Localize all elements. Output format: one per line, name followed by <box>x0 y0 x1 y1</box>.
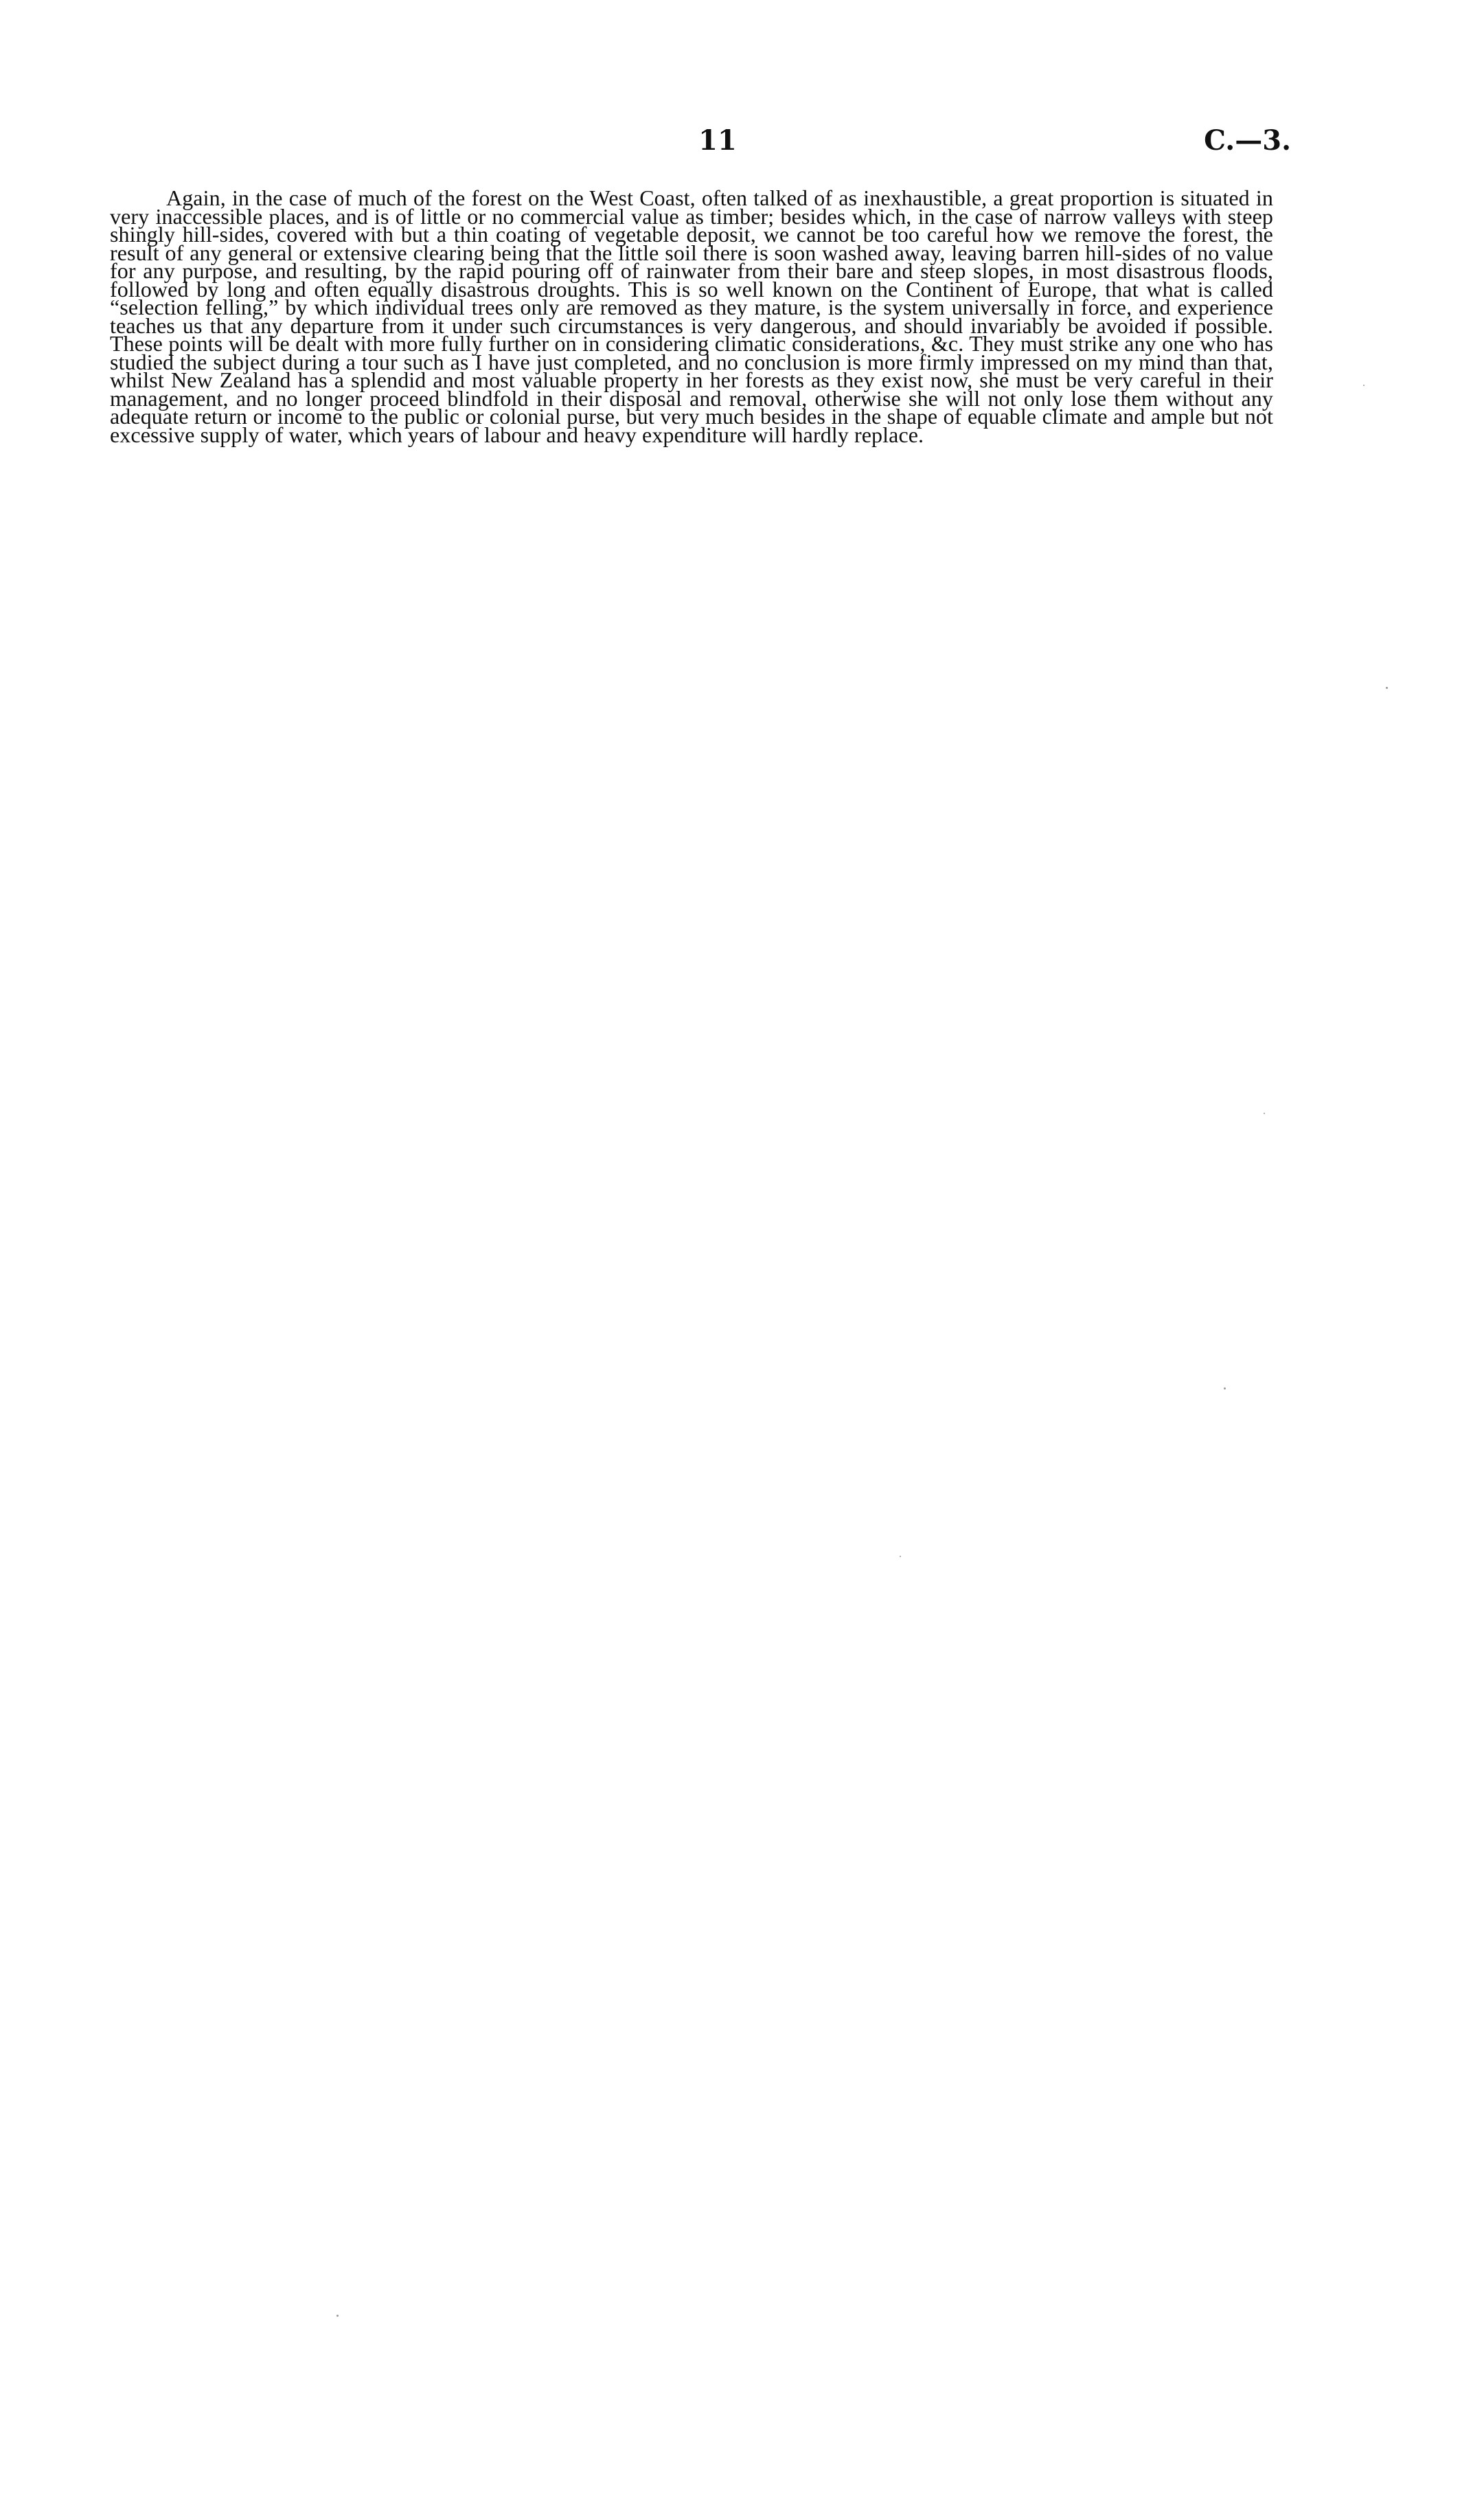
scan-speck <box>1224 1387 1226 1389</box>
document-reference: C.—3. <box>1204 124 1291 157</box>
scan-speck <box>1264 1113 1265 1114</box>
body-paragraph: Again, in the case of much of the forest on the West Coast, often talked of as inexhaustible, a great proportion is situated in very inaccessible places, and is of little or no commercial value as timber; besides which, in the case of narrow valleys with steep shingly hill-sides, covered with but a thin coating of vegetable deposit, we cannot be too careful how we remove the forest, the result of any general or extensive clearing being that the little soil there is soon washed away, leaving barren hill-sides of no value for any purpose, and resulting, by the rapid pouring off of rainwater from their bare and steep slopes, in most disastrous floods, followed by long and often equally disastrous droughts. This is so well known on the Continent of Europe, that what is called “selection felling,” by which individual trees only are removed as they mature, is the system universally in force, and experience teaches us that any departure from it under such circumstances is very dangerous, and should invariably be avoided if possible. These points will be dealt with more fully further on in considering climatic considerations, &c. They must strike any one who has studied the subject during a tour such as I have just completed, and no conclusion is more firmly impressed on my mind than that, whilst New Zealand has a splendid and most valuable property in her forests as they exist now, she must be very careful in their management, and no longer proceed blindfold in their disposal and removal, otherwise she will not only lose them without any adequate return or income to the public or colonial purse, but very much besides in the shape of equable climate and ample but not excessive supply of water, which years of labour and heavy expenditure will hardly replace. <box>110 185 1273 447</box>
scan-speck <box>1363 385 1365 386</box>
page-header <box>110 120 1291 161</box>
scan-speck <box>336 2315 339 2317</box>
scan-speck <box>1386 687 1388 689</box>
page-number: 11 <box>698 124 737 157</box>
scan-speck <box>900 1556 901 1557</box>
